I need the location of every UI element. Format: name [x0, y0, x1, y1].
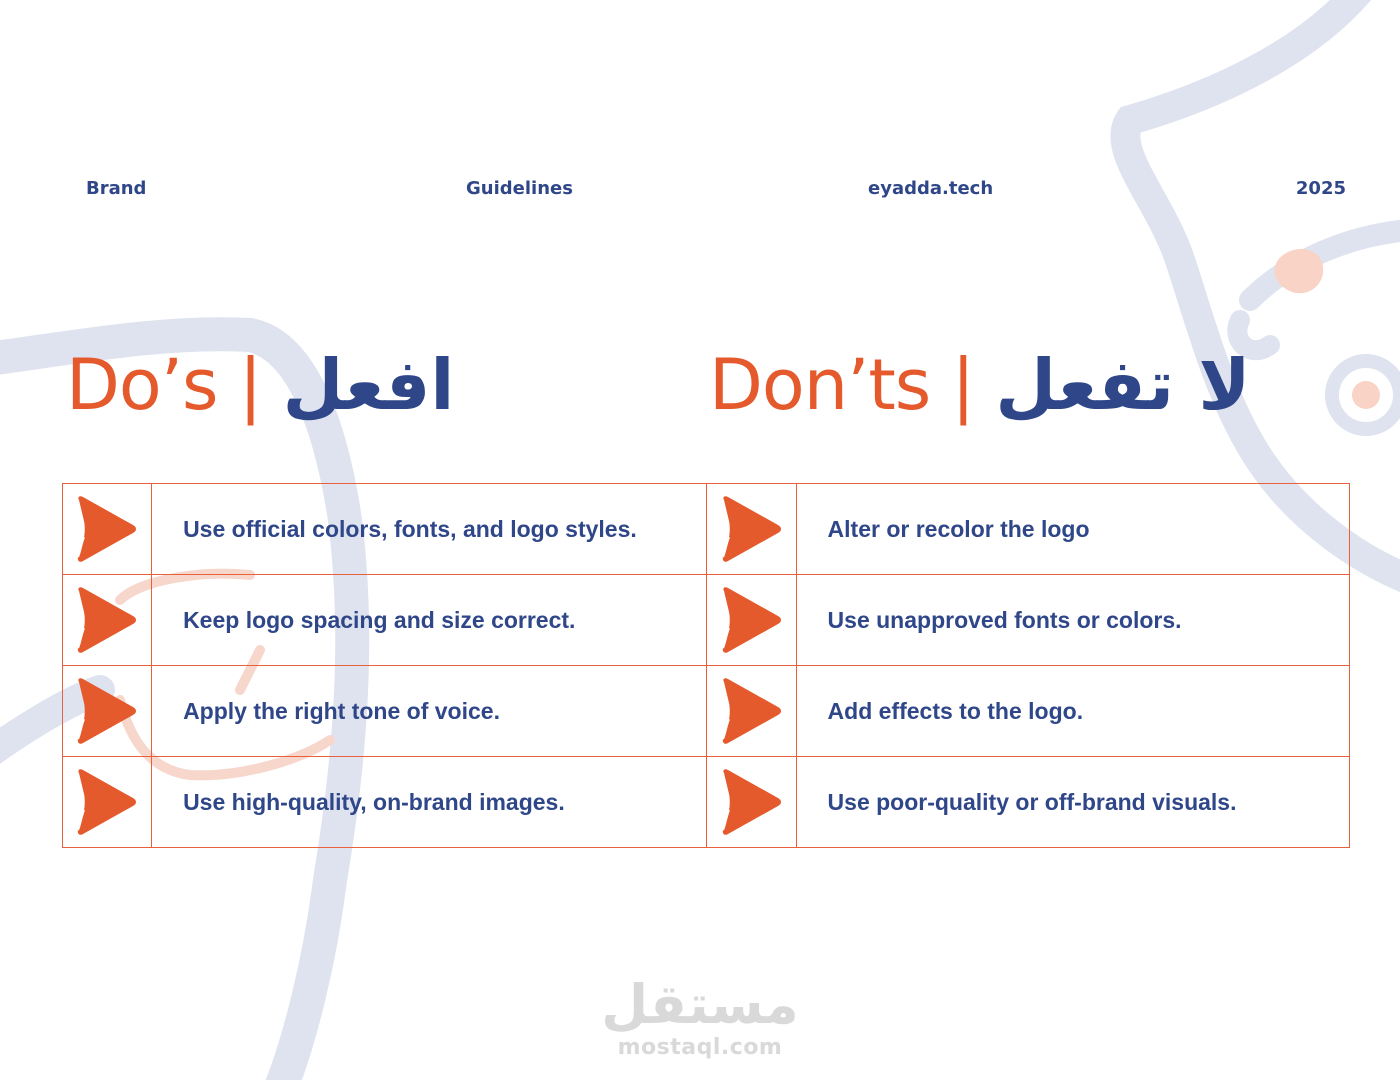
dont-icon-cell	[707, 484, 796, 575]
header-brand: Brand	[86, 178, 147, 199]
donts-title-separator: |	[951, 344, 975, 426]
header-site: eyadda.tech	[868, 178, 994, 199]
table-row	[63, 575, 1350, 666]
dont-icon-cell	[707, 666, 796, 757]
donts-title-ar: لا تفعل	[995, 344, 1251, 426]
header-bar	[86, 178, 1346, 208]
dos-title-separator: |	[238, 344, 262, 426]
watermark-arabic: مستقل	[601, 973, 799, 1036]
donts-title	[709, 340, 1251, 430]
donts-title-en: Don’ts	[709, 344, 931, 426]
dos-title-en: Do’s	[66, 344, 218, 426]
do-icon-cell	[63, 484, 152, 575]
do-icon-cell	[63, 575, 152, 666]
table-row	[63, 757, 1350, 848]
do-icon-cell	[63, 757, 152, 848]
table-row	[63, 484, 1350, 575]
play-arrow-icon	[720, 495, 784, 563]
do-item-3: Apply the right tone of voice.	[152, 666, 707, 757]
play-arrow-icon	[75, 768, 139, 836]
dont-item-4: Use poor-quality or off-brand visuals.	[796, 757, 1349, 848]
dos-donts-table	[62, 483, 1350, 848]
watermark-latin: mostaql.com	[617, 1035, 783, 1060]
play-arrow-icon	[720, 677, 784, 745]
watermark	[600, 975, 800, 1061]
dont-icon-cell	[707, 757, 796, 848]
do-icon-cell	[63, 666, 152, 757]
play-arrow-icon	[75, 677, 139, 745]
do-item-4: Use high-quality, on-brand images.	[152, 757, 707, 848]
header-guidelines: Guidelines	[466, 178, 573, 199]
do-item-2: Keep logo spacing and size correct.	[152, 575, 707, 666]
table-row	[63, 666, 1350, 757]
dont-item-1: Alter or recolor the logo	[796, 484, 1349, 575]
play-arrow-icon	[75, 586, 139, 654]
dos-title-ar: افعل	[282, 344, 455, 426]
dont-item-2: Use unapproved fonts or colors.	[796, 575, 1349, 666]
header-year: 2025	[1295, 178, 1346, 199]
dont-item-3: Add effects to the logo.	[796, 666, 1349, 757]
play-arrow-icon	[720, 768, 784, 836]
dos-title	[66, 340, 454, 430]
play-arrow-icon	[75, 495, 139, 563]
play-arrow-icon	[720, 586, 784, 654]
do-item-1: Use official colors, fonts, and logo styles.	[152, 484, 707, 575]
dont-icon-cell	[707, 575, 796, 666]
